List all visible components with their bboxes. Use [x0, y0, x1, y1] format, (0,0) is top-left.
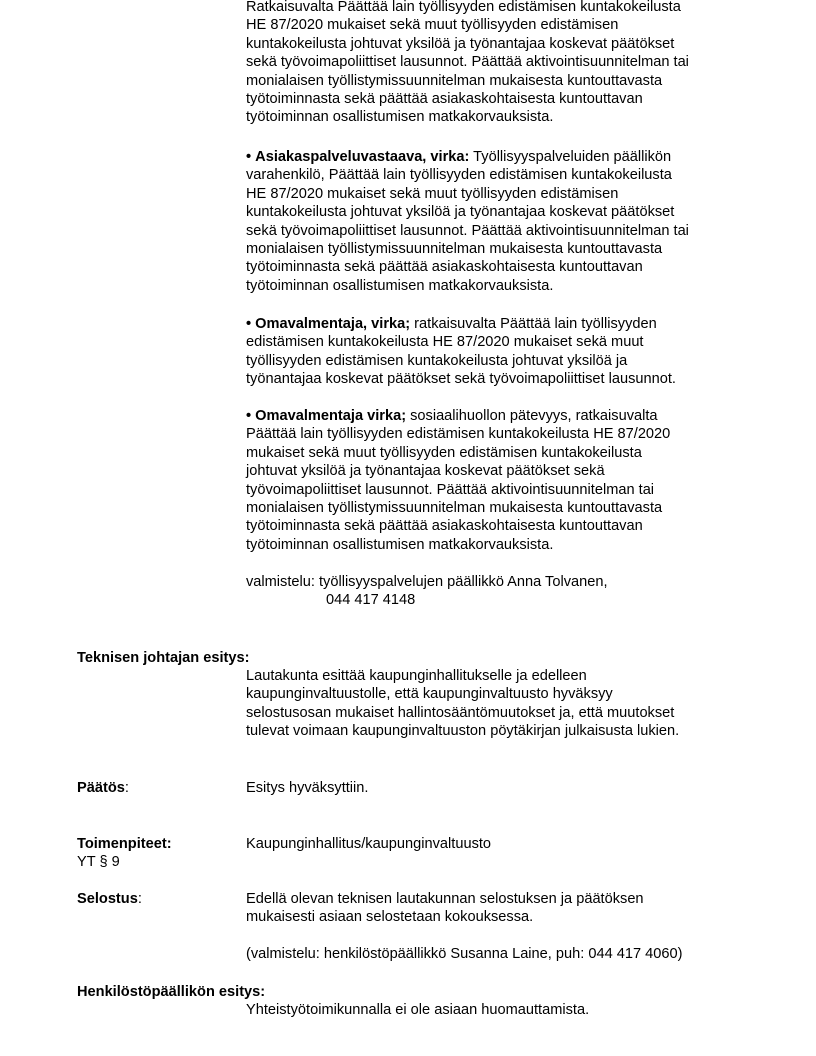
text-line: Lautakunta esittää kaupunginhallitukselle ja edelleen [246, 668, 587, 684]
text-line: monialaisen työllistymissuunnitelman mukaisesta kuntouttavasta [246, 241, 663, 258]
hr-manager-label: Henkilöstöpäällikön esitys: [77, 984, 266, 1000]
text-line: edistämisen kuntakokeilusta HE 87/2020 mukaiset sekä muut [246, 334, 644, 351]
role-title: Omavalmentaja, virka; [255, 316, 411, 332]
text-line: kaupunginvaltuustolle, että kaupunginvaltuusto hyväksyy [246, 686, 613, 703]
role-text: Työllisyyspalveluiden päällikön [469, 149, 672, 165]
text-line: työtoiminnan osallistumisen matkakorvauksista. [246, 536, 554, 553]
hr-manager-proposal: Yhteistyötoimikunnalla ei ole asiaan huomauttamista. [246, 1002, 590, 1018]
text-line: HE 87/2020 mukaiset sekä muut työllisyyden edistämisen [246, 185, 619, 202]
explanation-label-text: Selostus [77, 891, 138, 907]
role-item-omavalmentaja-1 [246, 315, 746, 389]
text-line: monialaisen työllistymissuunnitelman mukaisesta kuntouttavasta [246, 72, 663, 89]
text-line: työtoiminnasta sekä päättää asiakaskohtaisesta kuntouttavan [246, 91, 643, 108]
text-line: kuntakokeilusta johtuvat yksilöä ja työnantajaa koskevat päätökset [246, 204, 675, 221]
text-line: kuntakokeilusta johtuvat yksilöä ja työnantajaa koskevat päätökset [246, 35, 675, 52]
decision-label [77, 779, 129, 797]
text-line: työtoiminnasta sekä päättää asiakaskohtaisesta kuntouttavan [246, 259, 643, 276]
text-line [246, 407, 746, 425]
text-line: HE 87/2020 mukaiset sekä muut työllisyyden edistämisen [246, 17, 619, 34]
role-item-asiakaspalveluvastaava [246, 148, 746, 295]
bullet: • [246, 316, 252, 332]
explanation-text [246, 890, 746, 927]
text-line: työnantajaa koskevat päätökset sekä työvoimapoliittiset lausunnot. [246, 371, 676, 388]
actions-label: Toimenpiteet: [77, 836, 172, 852]
text-line: työvoimapoliittiset lausunnot. Päättää aktivointisuunnitelman tai [246, 481, 655, 498]
text-line: työtoiminnan osallistumisen matkakorvauksista. [246, 109, 554, 126]
preparation-note [246, 573, 746, 610]
explanation-label-colon: : [137, 891, 142, 907]
text-line: mukaiset sekä muut työllisyyden edistämisen kuntakokeilusta [246, 444, 642, 461]
text-line: varahenkilö, Päättää lain työllisyyden edistämisen kuntakokeilusta [246, 167, 672, 184]
explanation-label [77, 890, 142, 908]
text-line: Päättää lain työllisyyden edistämisen kuntakokeilusta HE 87/2020 [246, 426, 671, 443]
text-line [246, 315, 746, 333]
text-line: valmistelu: työllisyyspalvelujen päällikkö Anna Tolvanen, [246, 574, 608, 590]
text-line: Ratkaisuvalta Päättää lain työllisyyden edistämisen kuntakokeilusta [246, 0, 681, 15]
role-text: sosiaalihuollon pätevyys, ratkaisuvalta [406, 408, 658, 424]
intro-paragraph [246, 0, 746, 127]
role-title: Asiakaspalveluvastaava, virka: [255, 149, 470, 165]
decision-value: Esitys hyväksyttiin. [246, 780, 369, 796]
text-line: sekä työvoimapoliittiset lausunnot. Päättää aktivointisuunnitelman tai [246, 222, 689, 239]
bullet: • [246, 149, 252, 165]
text-line: työllisyyden edistämisen kuntakokeilusta johtuvat yksilöä ja [246, 352, 628, 369]
role-text: ratkaisuvalta Päättää lain työllisyyden [410, 316, 657, 332]
text-line: työtoiminnan osallistumisen matkakorvauksista. [246, 277, 554, 294]
decision-label-text: Päätös [77, 780, 125, 796]
text-line: sekä työvoimapoliittiset lausunnot. Päättää aktivointisuunnitelman tai [246, 54, 689, 71]
role-title: Omavalmentaja virka; [255, 408, 407, 424]
role-item-omavalmentaja-2 [246, 407, 746, 554]
actions-reference: YT § 9 [77, 854, 120, 870]
text-line: johtuvat yksilöä ja työnantajaa koskevat päätökset sekä [246, 463, 605, 480]
decision-label-colon: : [124, 780, 129, 796]
text-line [246, 148, 746, 166]
explanation-preparation: (valmistelu: henkilöstöpäällikkö Susanna Laine, puh: 044 417 4060) [246, 946, 683, 962]
text-line: työtoiminnasta sekä päättää asiakaskohtaisesta kuntouttavan [246, 518, 643, 535]
technical-director-proposal [246, 667, 746, 741]
text-line: selostusosan mukaiset hallintosääntömuutokset ja, että muutokset [246, 704, 675, 721]
phone-number: 044 417 4148 [326, 592, 416, 609]
text-line: monialaisen työllistymissuunnitelman mukaisesta kuntouttavasta [246, 500, 663, 517]
actions-value: Kaupunginhallitus/kaupunginvaltuusto [246, 836, 492, 852]
text-line: mukaisesti asiaan selostetaan kokouksessa. [246, 909, 534, 926]
text-line: Edellä olevan teknisen lautakunnan selostuksen ja päätöksen [246, 891, 644, 907]
text-line: tulevat voimaan kaupunginvaltuuston pöytäkirjan julkaisusta lukien. [246, 723, 680, 740]
bullet: • [246, 408, 252, 424]
technical-director-label: Teknisen johtajan esitys: [77, 650, 250, 666]
